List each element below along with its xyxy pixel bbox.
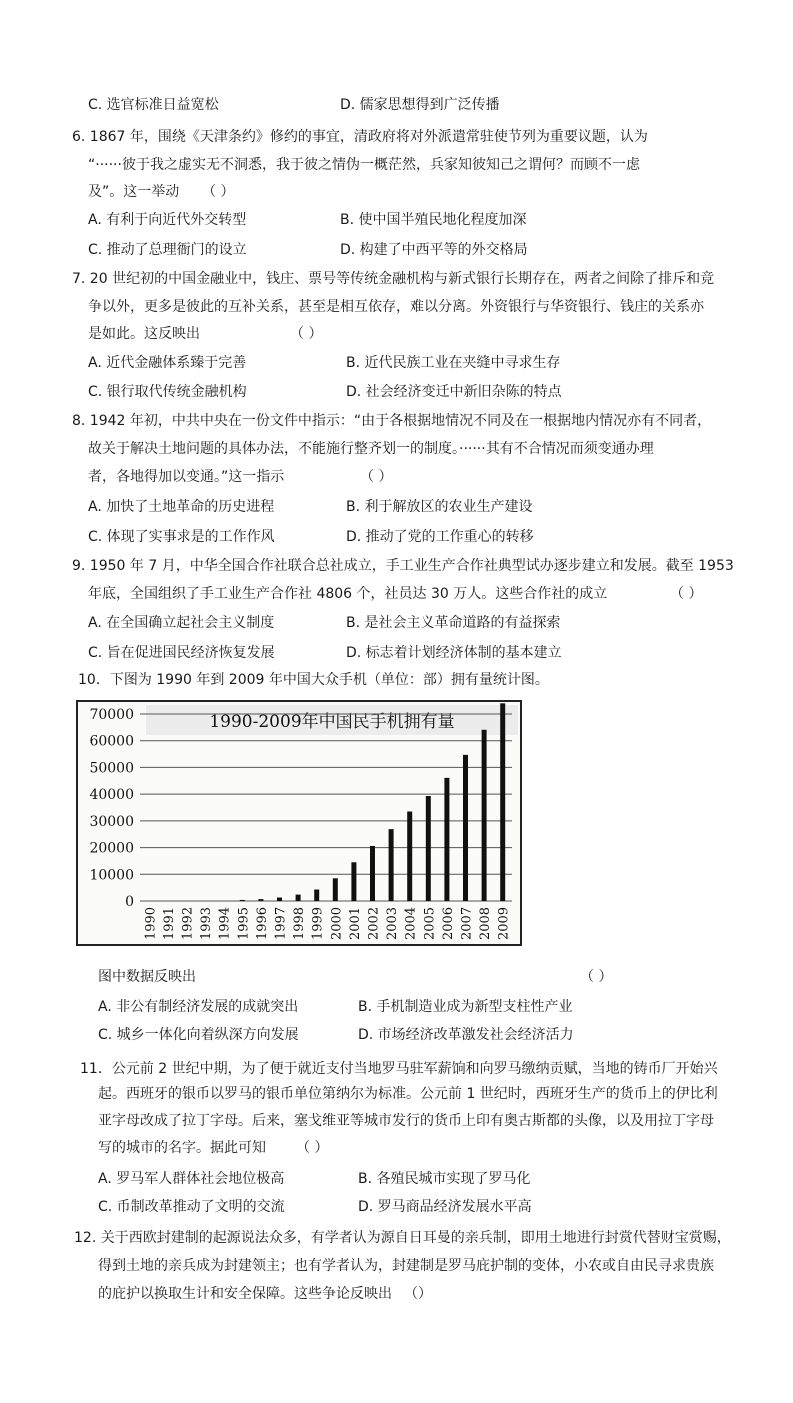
q6-line-1: 6. 1867 年，围绕《天津条约》修约的事宜，清政府将对外派遣常驻使节列为重要议题，认为 [72,129,648,145]
q6-option-a: A. 有利于向近代外交转型 [88,212,247,228]
q11-option-c: C. 币制改革推动了文明的交流 [98,1199,285,1215]
x-tick-label: 1990 [143,906,159,940]
q7-option-d: D. 社会经济变迁中新旧杂陈的特点 [346,384,562,400]
y-tick-label: 20000 [89,840,134,857]
q6-line-3: 及”。这一举动 [88,184,180,200]
x-tick-label: 1993 [199,906,215,940]
x-tick-label: 1998 [292,906,308,940]
q11-option-d: D. 罗马商品经济发展水平高 [358,1199,532,1215]
q10-intro: 10．下图为 1990 年到 2009 年中国大众手机（单位：部）拥有量统计图。 [78,672,549,688]
q9-option-b: B. 是社会主义革命道路的有益探索 [346,615,561,631]
q7-option-c: C. 银行取代传统金融机构 [88,384,247,400]
y-tick-label: 50000 [89,760,134,777]
bar-2008 [482,730,487,901]
bar-1997 [277,898,282,901]
q7-option-b: B. 近代民族工业在夹缝中寻求生存 [346,355,561,371]
q9-line-1: 9. 1950 年 7 月，中华全国合作社联合总社成立，手工业生产合作社典型试办逐步建立和发展。截至 1953 [72,558,734,574]
q9-option-c: C. 旨在促进国民经济恢复发展 [88,645,275,661]
x-tick-label: 1996 [254,906,270,940]
x-tick-label: 1999 [310,906,326,940]
q12-line-2: 得到土地的亲兵成为封建领主；也有学者认为，封建制是罗马庇护制的变体，小农或自由民寻求贵族 [98,1258,714,1274]
phone-ownership-chart [76,700,522,946]
q7-line-2: 争以外，更多是彼此的互补关系，甚至是相互依存，难以分离。外资银行与华资银行、钱庄的关系亦 [88,299,704,315]
bar-2002 [370,846,375,901]
q5-option-c: C. 选官标准日益宽松 [88,97,219,113]
q11-line-1: 11．公元前 2 世纪中期，为了便于就近支付当地罗马驻军薪饷和向罗马缴纳贡赋，当地的铸币厂开始兴 [80,1061,718,1077]
x-tick-label: 2002 [366,906,382,940]
y-tick-label: 70000 [89,707,134,723]
q8-option-d: D. 推动了党的工作重心的转移 [346,529,534,545]
q10-option-b: B. 手机制造业成为新型支柱性产业 [358,999,573,1015]
q5-option-d: D. 儒家思想得到广泛传播 [340,97,500,113]
q8-line-2: 故关于解决土地问题的具体办法，不能施行整齐划一的制度。······其有不合情况而须变通办理 [88,441,654,457]
x-tick-label: 2007 [459,906,475,940]
q10-option-c: C. 城乡一体化向着纵深方向发展 [98,1027,299,1043]
q8-line-1: 8. 1942 年初，中共中央在一份文件中指示：“由于各根据地情况不同及在一根据地内情况亦有不同者， [72,413,712,429]
q9-answer-paren: （ ） [670,586,703,602]
chart-title: 1990-2009年中国民手机拥有量 [209,712,455,732]
y-tick-label: 60000 [89,733,134,750]
bar-1995 [240,900,245,901]
q12-line-1: 12. 关于西欧封建制的起源说法众多，有学者认为源自日耳曼的亲兵制，即用土地进行封赏代替财宝赏赐， [74,1230,731,1246]
x-tick-label: 1992 [180,906,196,940]
x-tick-label: 2006 [440,906,456,940]
q11-answer-paren: （ ） [296,1140,329,1156]
x-tick-label: 2008 [478,906,494,940]
y-tick-label: 0 [125,894,134,910]
q8-option-c: C. 体现了实事求是的工作作风 [88,529,275,545]
x-tick-label: 2005 [422,906,438,940]
q7-line-1: 7. 20 世纪初的中国金融业中，钱庄、票号等传统金融机构与新式银行长期存在，两者之间除了排斥和竞 [72,271,715,287]
q11-line-4: 写的城市的名字。据此可知 [98,1140,266,1156]
q11-option-b: B. 各殖民城市实现了罗马化 [358,1171,531,1187]
q10-option-a: A. 非公有制经济发展的成就突出 [98,999,299,1015]
x-tick-label: 2004 [403,906,419,940]
q6-option-b: B. 使中国半殖民地化程度加深 [340,212,527,228]
q7-option-a: A. 近代金融体系臻于完善 [88,355,247,371]
q12-line-3: 的庇护以换取生计和安全保障。这些争论反映出 [98,1286,392,1302]
bar-2000 [333,878,338,901]
bar-2004 [407,812,412,901]
x-tick-label: 2003 [385,906,401,940]
bar-1999 [314,890,319,901]
q6-option-d: D. 构建了中西平等的外交格局 [340,242,528,258]
q7-line-3: 是如此。这反映出 [88,326,200,342]
y-tick-label: 30000 [89,813,134,830]
q10-after-text: 图中数据反映出 [98,969,196,985]
q9-option-a: A. 在全国确立起社会主义制度 [88,615,275,631]
bar-2001 [351,862,356,901]
q9-option-d: D. 标志着计划经济体制的基本建立 [346,645,562,661]
q11-option-a: A. 罗马军人群体社会地位极高 [98,1171,285,1187]
q8-option-b: B. 利于解放区的农业生产建设 [346,499,533,515]
q8-option-a: A. 加快了土地革命的历史进程 [88,499,275,515]
q11-line-3: 亚字母改成了拉丁字母。后来，塞戈维亚等城市发行的货币上印有奥古斯都的头像，以及用拉丁字母 [98,1113,714,1129]
q6-option-c: C. 推动了总理衙门的设立 [88,242,247,258]
q8-answer-paren: （ ） [360,469,393,485]
q10-option-d: D. 市场经济改革激发社会经济活力 [358,1027,574,1043]
bar-2006 [444,778,449,901]
x-tick-label: 1991 [161,906,177,940]
bar-1996 [258,899,263,901]
bar-1998 [296,895,301,901]
x-tick-label: 2001 [347,906,363,940]
bar-2009 [500,703,505,901]
x-tick-label: 2009 [496,906,512,940]
y-tick-label: 40000 [89,787,134,804]
q8-line-3: 者，各地得加以变通。”这一指示 [88,469,285,485]
x-tick-label: 1997 [273,906,289,940]
bar-2005 [426,796,431,901]
x-tick-label: 1995 [236,906,252,940]
x-tick-label: 2000 [329,906,345,940]
q7-answer-paren: （ ） [290,326,323,342]
q9-line-2: 年底，全国组织了手工业生产合作社 4806 个，社员达 30 万人。这些合作社的成立 [88,586,608,602]
q6-line-2: “······彼于我之虚实无不洞悉，我于彼之情伪一概茫然，兵家知彼知己之谓何？而顾不一虑 [88,157,640,173]
bar-2003 [389,829,394,901]
x-tick-label: 1994 [217,906,233,940]
q12-answer-paren: （） [404,1286,432,1302]
q11-line-2: 起。西班牙的银币以罗马的银币单位第纳尔为标准。公元前 1 世纪时，西班牙生产的货币上的伊比利 [98,1086,718,1102]
q10-answer-paren: （ ） [580,969,613,985]
y-tick-label: 10000 [89,867,134,884]
bar-2007 [463,755,468,901]
q6-answer-paren: （ ） [202,184,235,200]
